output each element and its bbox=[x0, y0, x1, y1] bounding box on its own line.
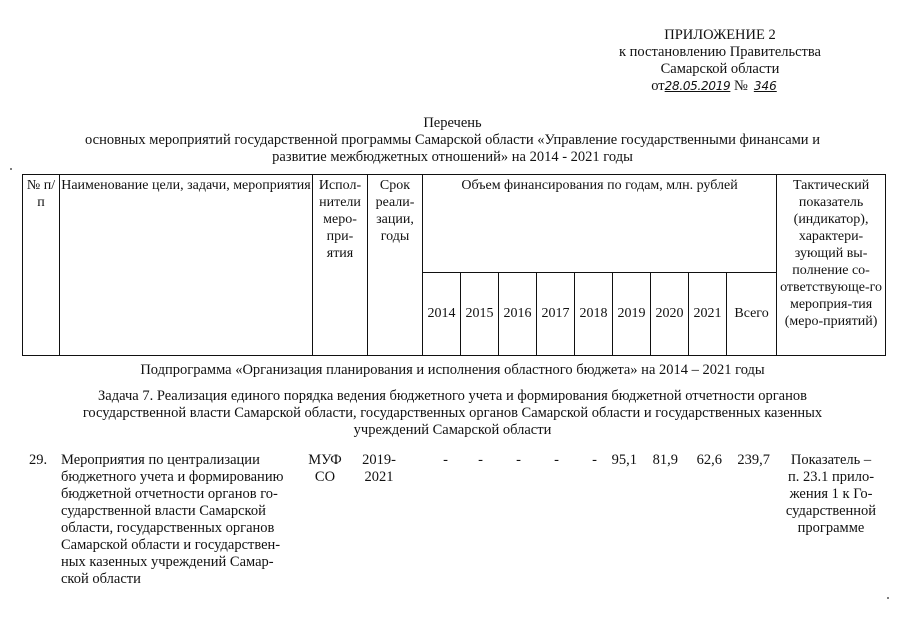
name-line: бюджетной отчетности органов го- bbox=[61, 486, 278, 502]
date-prefix: от bbox=[651, 78, 665, 94]
header-num: № п/п bbox=[23, 175, 60, 356]
handwritten-date: 28.05.2019 bbox=[664, 79, 731, 93]
name-line: Самарской области и государствен- bbox=[61, 537, 281, 553]
value-2018: - bbox=[592, 452, 597, 468]
period-line: 2019- bbox=[362, 452, 396, 468]
year-2015: 2015 bbox=[461, 272, 499, 355]
name-line: Мероприятия по централизации bbox=[61, 452, 260, 468]
value-2016: - bbox=[516, 452, 521, 468]
indicator-line: жения 1 к Го- bbox=[789, 486, 873, 502]
scan-speck bbox=[887, 597, 889, 599]
header-indicator: Тактический показатель (индикатор), характери-зующий вы-полнение со-ответствующе-го мероприя-тия (меро-приятий) bbox=[777, 175, 886, 356]
header-executor: Испол-нители меро-при-ятия bbox=[313, 175, 368, 356]
title-line-1: Перечень bbox=[423, 115, 482, 131]
value-2020: 81,9 bbox=[652, 452, 678, 468]
task-heading bbox=[40, 388, 865, 439]
year-2018: 2018 bbox=[575, 272, 613, 355]
value-2021: 62,6 bbox=[696, 452, 722, 468]
task-line-1: Задача 7. Реализация единого порядка ведения бюджетного учета и формирования бюджетной отчетности органов bbox=[98, 388, 807, 404]
value-2017: - bbox=[554, 452, 559, 468]
indicator-line: п. 23.1 прило- bbox=[787, 469, 875, 485]
title-line-3: развитие межбюджетных отношений» на 2014 - 2021 годы bbox=[272, 149, 633, 165]
header-table bbox=[22, 174, 886, 356]
handwritten-number: 346 bbox=[753, 79, 777, 93]
subprogram-heading: Подпрограмма «Организация планирования и исполнения областного бюджета» на 2014 – 2021 годы bbox=[140, 362, 765, 378]
row-activity-name bbox=[61, 452, 297, 588]
year-total: Всего bbox=[727, 272, 777, 355]
task-line-3: учреждений Самарской области bbox=[353, 422, 552, 438]
value-total: 239,7 bbox=[737, 452, 770, 468]
name-line: ных казенных учреждений Самар- bbox=[61, 554, 274, 570]
value-2019: 95,1 bbox=[611, 452, 637, 468]
year-2020: 2020 bbox=[651, 272, 689, 355]
year-2014: 2014 bbox=[423, 272, 461, 355]
row-number: 29. bbox=[29, 452, 48, 468]
appendix-decree: к постановлению Правительства bbox=[619, 44, 821, 60]
scan-speck bbox=[10, 168, 12, 170]
name-line: области, государственных органов bbox=[61, 520, 275, 536]
title-line-2: основных мероприятий государственной программы Самарской области «Управление государственными финансами и bbox=[85, 132, 820, 148]
executor-line: СО bbox=[314, 469, 336, 485]
header-period: Срок реали-зации, годы bbox=[368, 175, 423, 356]
appendix-title: ПРИЛОЖЕНИЕ 2 bbox=[664, 27, 776, 43]
period-line: 2021 bbox=[364, 469, 394, 485]
name-line: сударственной власти Самарской bbox=[61, 503, 266, 519]
value-2014: - bbox=[443, 452, 448, 468]
year-2016: 2016 bbox=[499, 272, 537, 355]
year-2021: 2021 bbox=[689, 272, 727, 355]
task-line-2: государственной власти Самарской области, государственных органов Самарской области и государственных казенных bbox=[82, 405, 823, 421]
header-name: Наименование цели, задачи, мероприятия bbox=[60, 175, 313, 356]
row-executor bbox=[300, 452, 350, 486]
document-title bbox=[40, 115, 865, 166]
row-period bbox=[355, 452, 403, 486]
year-2019: 2019 bbox=[613, 272, 651, 355]
row-indicator bbox=[776, 452, 886, 537]
executor-line: МУФ bbox=[308, 452, 342, 468]
name-line: бюджетного учета и формированию bbox=[61, 469, 284, 485]
indicator-line: сударственной bbox=[785, 503, 877, 519]
appendix-date-line bbox=[600, 78, 840, 95]
value-2015: - bbox=[478, 452, 483, 468]
header-funding: Объем финансирования по годам, млн. рублей bbox=[423, 175, 777, 273]
name-line: ской области bbox=[61, 571, 141, 587]
indicator-line: программе bbox=[797, 520, 865, 536]
number-prefix: № bbox=[734, 78, 748, 94]
year-2017: 2017 bbox=[537, 272, 575, 355]
appendix-header bbox=[600, 27, 840, 95]
appendix-region: Самарской области bbox=[660, 61, 780, 77]
indicator-line: Показатель – bbox=[790, 452, 872, 468]
